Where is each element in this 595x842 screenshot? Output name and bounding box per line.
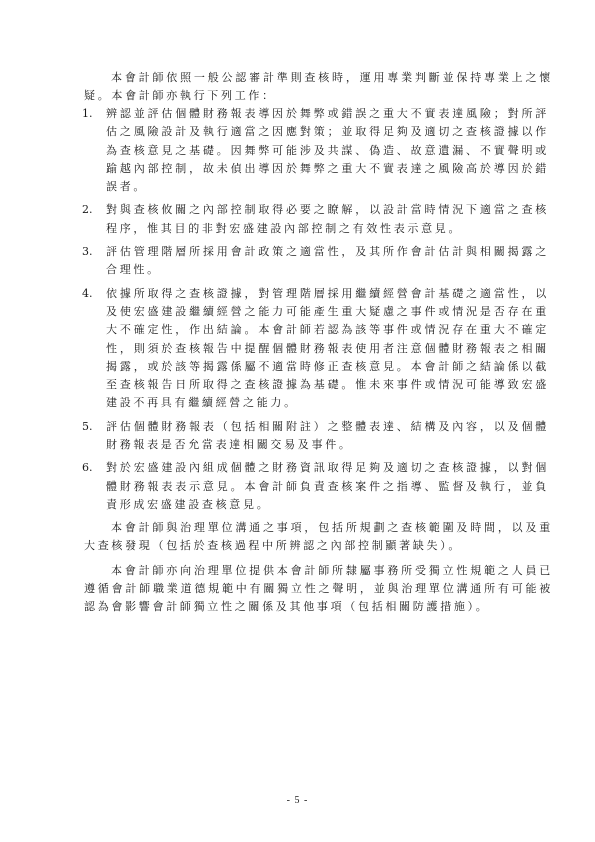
- list-item-text: 辨認並評估個體財務報表導因於舞弊或錯誤之重大不實表達風險；對所評估之風險設計及執行適當之因應對策；並取得足夠及適切之查核證據以作為查核意見之基礎。因舞弊可能涉及共謀、偽造、故意遺漏、不實聲明或踰越內部控制，故未偵出導因於舞弊之重大不實表達之風險高於導因於錯誤者。: [106, 107, 549, 194]
- list-item: [80, 201, 549, 238]
- list-item-text: 對於宏盛建設內組成個體之財務資訊取得足夠及適切之查核證據，以對個體財務報表表示意見。本會計師負責查核案件之指導、監督及執行，並負責形成宏盛建設查核意見。: [106, 461, 549, 511]
- list-item-text: 對與查核攸關之內部控制取得必要之瞭解，以設計當時情況下適當之查核程序，惟其目的非對宏盛建設內部控制之有效性表示意見。: [106, 203, 549, 235]
- list-item: [80, 285, 549, 413]
- list-item: [80, 105, 549, 196]
- list-item-number: 1.: [82, 107, 93, 120]
- list-item-number: 4.: [82, 286, 93, 300]
- list-item-text: 評估個體財務報表（包括相關附註）之整體表達、結構及內容，以及個體財務報表是否允當表達相關交易及事件。: [106, 419, 549, 452]
- governance-paragraph: 本會計師與治理單位溝通之事項，包括所規劃之查核範圍及時間，以及重大查核發現（包括於查核過程中所辨認之內部控制顯著缺失）。: [84, 521, 553, 553]
- report-body: [84, 69, 553, 616]
- list-item: [80, 243, 549, 280]
- list-item: [80, 459, 549, 514]
- list-item: [80, 418, 549, 455]
- intro-paragraph: 本會計師依照一般公認審計準則查核時，運用專業判斷並保持專業上之懷疑。本會計師亦執行下列工作：: [84, 71, 553, 102]
- list-item-text: 依據所取得之查核證據，對管理階層採用繼續經營會計基礎之適當性，以及使宏盛建設繼續經營之能力可能產生重大疑慮之事件或情況是否存在重大不確定性，作出結論。本會計師若認為該等事件或情況存在重大不確定性，則須於查核報告中提醒個體財務報表使用者注意個體財務報表之相關揭露，或於該等揭露係屬不適當時修正查核意見。本會計師之結論係以截至查核報告日所取得之查核證據為基礎。惟未來事件或情況可能導致宏盛建設不再具有繼續經營之能力。: [106, 286, 549, 410]
- page-number: - 5 -: [286, 795, 309, 806]
- independence-paragraph: 本會計師亦向治理單位提供本會計師所隸屬事務所受獨立性規範之人員已遵循會計師職業道德規範中有關獨立性之聲明，並與治理單位溝通所有可能被認為會影響會計師獨立性之關係及其他事項（包括相關防護措施）。: [84, 564, 553, 614]
- list-item-number: 5.: [82, 419, 93, 433]
- procedures-list: [80, 105, 549, 514]
- list-item-text: 評估管理階層所採用會計政策之適當性，及其所作會計估計與相關揭露之合理性。: [106, 245, 549, 277]
- list-item-number: 6.: [82, 461, 93, 475]
- list-item-number: 2.: [82, 203, 93, 217]
- list-item-number: 3.: [82, 245, 93, 259]
